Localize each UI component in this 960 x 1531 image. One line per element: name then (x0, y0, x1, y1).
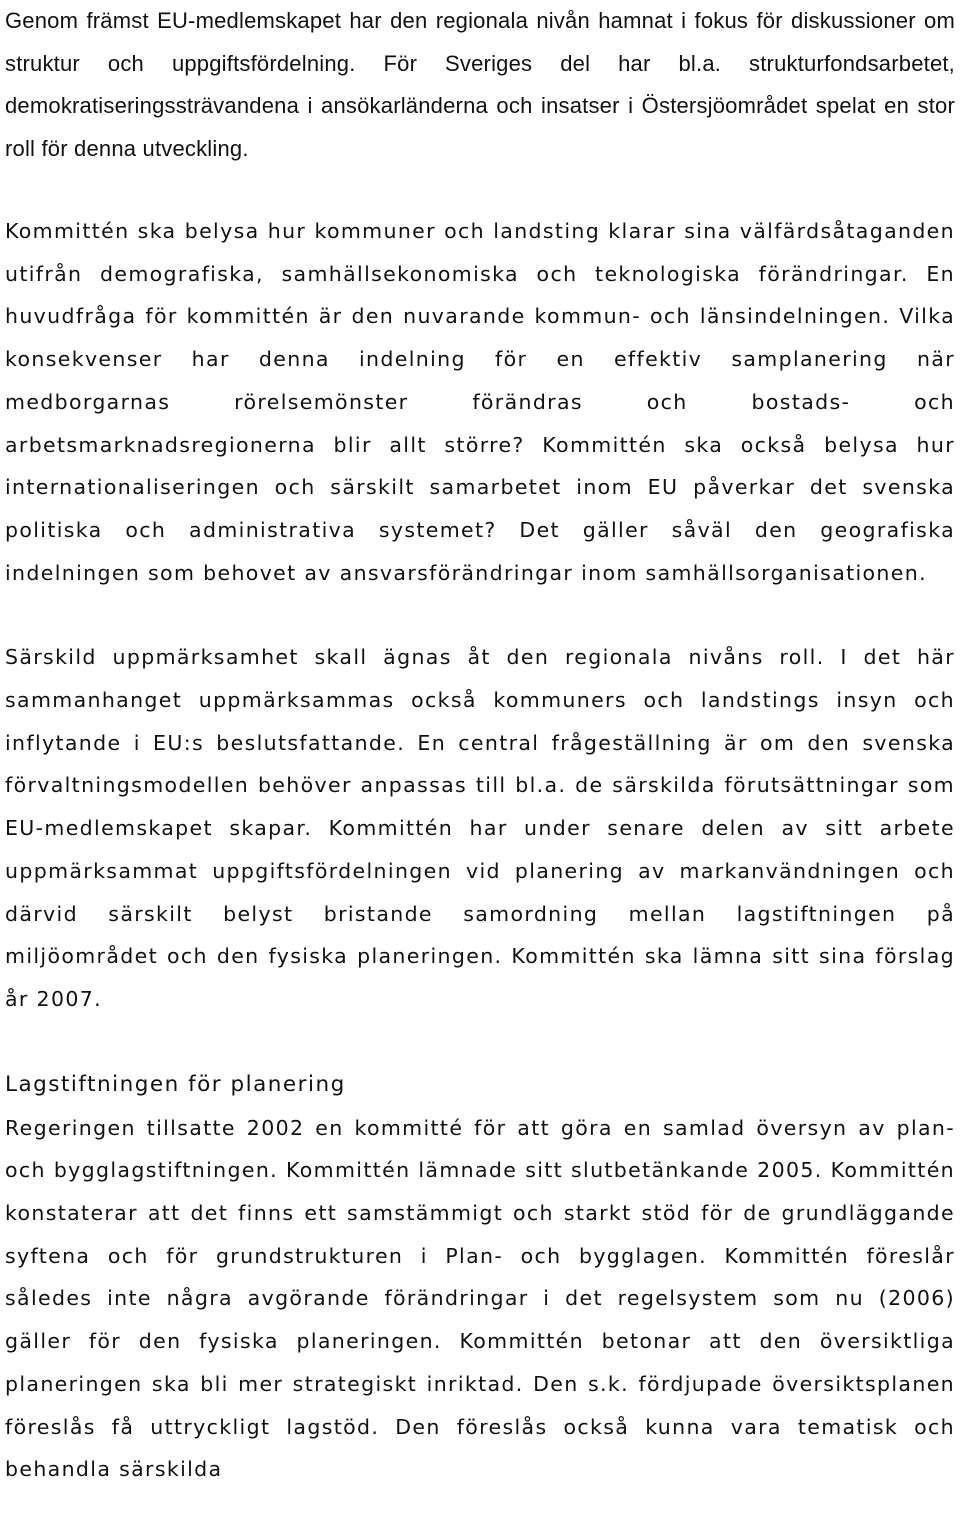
document-page (5, 0, 955, 1491)
paragraph-spacer (5, 170, 955, 210)
paragraph-spacer (5, 1021, 955, 1063)
paragraph-regional-attention: Särskild uppmärksamhet skall ägnas åt den regionala nivåns roll. I det här sammanhanget uppmärksammas också kommuners och landstings insyn och inflytande i EU:s beslutsfattande. En central frågeställning är om den svenska förvaltningsmodellen behöver anpassas till bl.a. de särskilda förutsättningar som EU-medlemskapet skapar. Kommittén har under senare delen av sitt arbete uppmärksammat uppgiftsfördelningen vid planering av markanvändningen och därvid särskilt belyst bristande samordning mellan lagstiftningen på miljöområdet och den fysiska planeringen. Kommittén ska lämna sitt sina förslag år 2007. (5, 645, 955, 1011)
paragraph-spacer (5, 594, 955, 636)
paragraph-planning-legislation: Regeringen tillsatte 2002 en kommitté för att göra en samlad översyn av plan- och bygglagstiftningen. Kommittén lämnade sitt slutbetänkande 2005. Kommittén konstaterar att det finns ett samstämmigt och starkt stöd för de grundläggande syftena och för grundstrukturen i Plan- och bygglagen. Kommittén föreslår således inte några avgörande förändringar i det regelsystem som nu (2006) gäller för den fysiska planeringen. Kommittén betonar att den översiktliga planeringen ska bli mer strategiskt inriktad. Den s.k. fördjupade översiktsplanen föreslås få uttryckligt lagstöd. Den föreslås också kunna vara tematisk och behandla särskilda (5, 1115, 955, 1482)
section-heading: Lagstiftningen för planering (5, 1071, 346, 1097)
paragraph-committee-welfare: Kommittén ska belysa hur kommuner och landsting klarar sina välfärdsåtaganden utifrån demografiska, samhällsekonomiska och teknologiska förändringar. En huvudfråga för kommittén är den nuvarande kommun- och länsindelningen. Vilka konsekvenser har denna indelning för en effektiv samplanering när medborgarnas rörelsemönster förändras och bostads- och arbetsmarknadsregionerna blir allt större? Kommittén ska också belysa hur internationaliseringen och särskilt samarbetet inom EU påverkar det svenska politiska och administrativa systemet? Det gäller såväl den geografiska indelningen som behovet av ansvarsförändringar inom samhällsorganisationen. (5, 219, 955, 585)
paragraph-eu-regional-level: Genom främst EU-medlemskapet har den regionala nivån hamnat i fokus för diskussioner om struktur och uppgiftsfördelning. För Sveriges del har bl.a. strukturfondsarbetet, demokratiseringssträvandena i ansökarländerna och insatser i Östersjöområdet spelat en stor roll för denna utveckling. (5, 8, 955, 161)
